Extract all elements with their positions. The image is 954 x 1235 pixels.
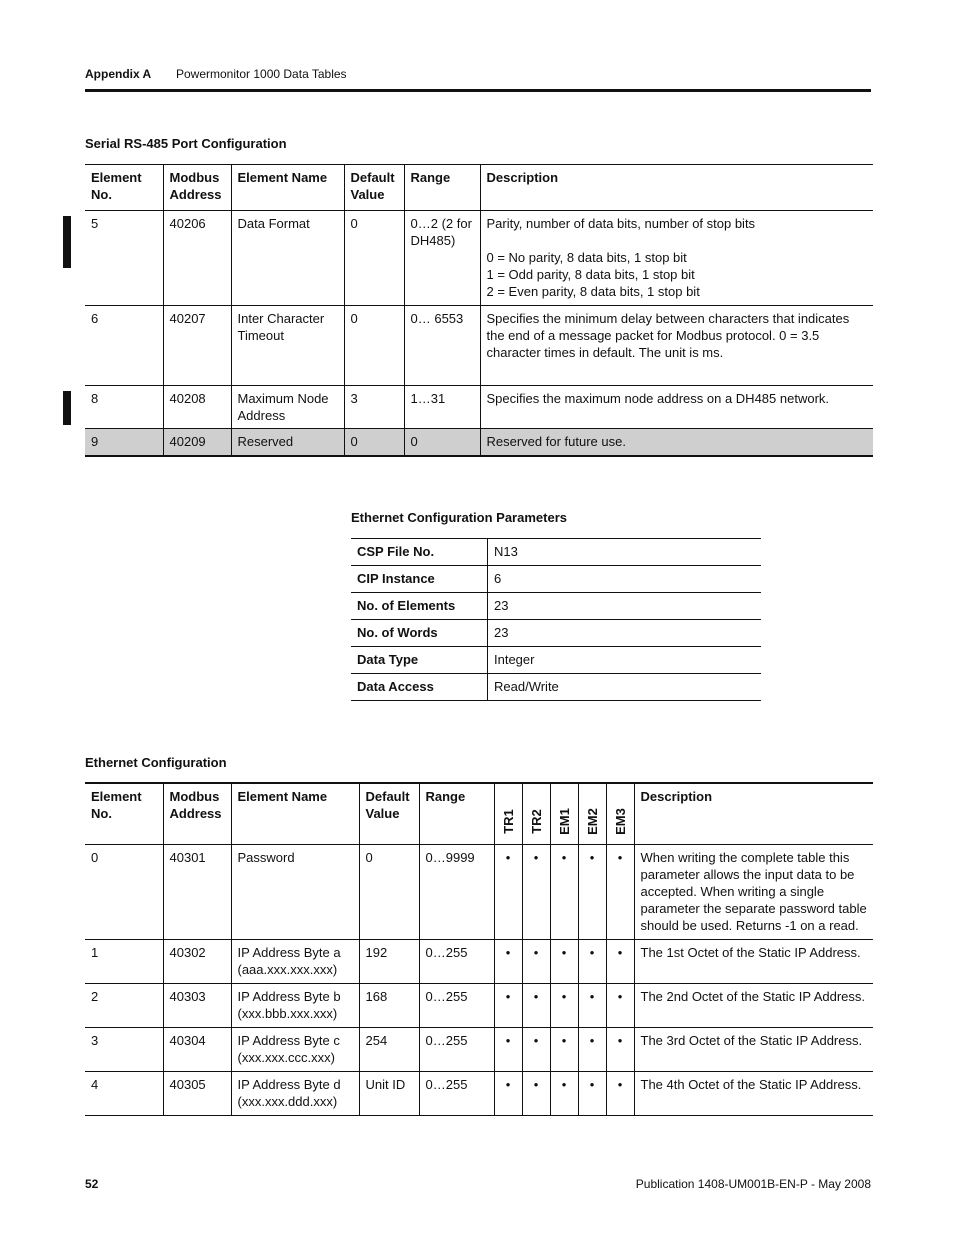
cell-element-name: IP Address Byte c (xxx.xxx.ccc.xxx) bbox=[231, 1028, 359, 1072]
eth-config-title: Ethernet Configuration bbox=[85, 755, 227, 770]
cell-range: 0…255 bbox=[419, 1072, 494, 1116]
cell-modbus-address: 40207 bbox=[163, 306, 231, 386]
column-header: Element No. bbox=[85, 783, 163, 845]
cell-default-value: 254 bbox=[359, 1028, 419, 1072]
param-key: No. of Elements bbox=[351, 593, 488, 620]
bullet-mark: • bbox=[578, 1028, 606, 1072]
table-row bbox=[85, 845, 873, 940]
column-header: Modbus Address bbox=[163, 783, 231, 845]
cell-element-no: 0 bbox=[85, 845, 163, 940]
cell-default-value: 192 bbox=[359, 940, 419, 984]
bullet-mark: • bbox=[606, 845, 634, 940]
cell-default-value: 0 bbox=[344, 429, 404, 456]
bullet-mark: • bbox=[494, 1028, 522, 1072]
table-row bbox=[85, 211, 873, 306]
table-row bbox=[351, 539, 761, 566]
column-header: Description bbox=[480, 165, 873, 211]
table-row bbox=[85, 306, 873, 386]
bullet-mark: • bbox=[522, 984, 550, 1028]
param-value: 6 bbox=[488, 566, 762, 593]
rotated-header-label: EM1 bbox=[556, 808, 572, 835]
rotated-header-label: EM2 bbox=[584, 808, 600, 835]
bullet-mark: • bbox=[606, 1028, 634, 1072]
column-header: Range bbox=[419, 783, 494, 845]
param-value: 23 bbox=[488, 593, 762, 620]
cell-element-no: 8 bbox=[85, 386, 163, 429]
cell-description: Specifies the minimum delay between characters that indicates the end of a message packet for Modbus protocol. 0 = 3.5 character times in default. The unit is ms. bbox=[480, 306, 873, 386]
column-header-em1 bbox=[550, 783, 578, 845]
cell-element-no: 2 bbox=[85, 984, 163, 1028]
bullet-mark: • bbox=[578, 845, 606, 940]
table-row bbox=[85, 984, 873, 1028]
param-key: Data Type bbox=[351, 647, 488, 674]
cell-element-name: IP Address Byte a (aaa.xxx.xxx.xxx) bbox=[231, 940, 359, 984]
table-row bbox=[351, 566, 761, 593]
cell-default-value: 168 bbox=[359, 984, 419, 1028]
description-spacer bbox=[487, 232, 868, 249]
bullet-mark: • bbox=[578, 1072, 606, 1116]
cell-element-name: Inter Character Timeout bbox=[231, 306, 344, 386]
param-key: No. of Words bbox=[351, 620, 488, 647]
description-line: 1 = Odd parity, 8 data bits, 1 stop bit bbox=[486, 267, 695, 282]
cell-default-value: 0 bbox=[344, 306, 404, 386]
bullet-mark: • bbox=[550, 845, 578, 940]
cell-element-name: IP Address Byte b (xxx.bbb.xxx.xxx) bbox=[231, 984, 359, 1028]
header-title: Powermonitor 1000 Data Tables bbox=[176, 67, 347, 81]
param-key: CSP File No. bbox=[351, 539, 488, 566]
column-header-em3 bbox=[606, 783, 634, 845]
cell-modbus-address: 40301 bbox=[163, 845, 231, 940]
cell-modbus-address: 40304 bbox=[163, 1028, 231, 1072]
table-row bbox=[351, 674, 761, 701]
bullet-mark: • bbox=[550, 1028, 578, 1072]
column-header: Range bbox=[404, 165, 480, 211]
cell-range: 0…255 bbox=[419, 1028, 494, 1072]
rotated-header-label: TR1 bbox=[500, 809, 516, 834]
bullet-mark: • bbox=[550, 984, 578, 1028]
eth-params-title: Ethernet Configuration Parameters bbox=[351, 510, 567, 525]
cell-element-no: 6 bbox=[85, 306, 163, 386]
cell-default-value: 0 bbox=[359, 845, 419, 940]
column-header-em2 bbox=[578, 783, 606, 845]
table-row bbox=[85, 1028, 873, 1072]
cell-range: 0…2 (2 for DH485) bbox=[404, 211, 480, 306]
column-header-tr2 bbox=[522, 783, 550, 845]
header-rule bbox=[85, 89, 871, 92]
bullet-mark: • bbox=[494, 940, 522, 984]
cell-default-value: 0 bbox=[344, 211, 404, 306]
bullet-mark: • bbox=[606, 1072, 634, 1116]
bullet-mark: • bbox=[522, 940, 550, 984]
cell-element-name: Maximum Node Address bbox=[231, 386, 344, 429]
cell-modbus-address: 40302 bbox=[163, 940, 231, 984]
cell-element-name: Password bbox=[231, 845, 359, 940]
cell-element-no: 1 bbox=[85, 940, 163, 984]
cell-modbus-address: 40303 bbox=[163, 984, 231, 1028]
change-bar bbox=[63, 216, 71, 268]
serial-table-title: Serial RS-485 Port Configuration bbox=[85, 136, 287, 151]
cell-element-no: 3 bbox=[85, 1028, 163, 1072]
bullet-mark: • bbox=[494, 845, 522, 940]
column-header: Element No. bbox=[85, 165, 163, 211]
cell-description: The 4th Octet of the Static IP Address. bbox=[634, 1072, 873, 1116]
description-line: 2 = Even parity, 8 data bits, 1 stop bit bbox=[486, 284, 700, 299]
rotated-header-label: EM3 bbox=[612, 808, 628, 835]
cell-modbus-address: 40208 bbox=[163, 386, 231, 429]
table-row bbox=[351, 620, 761, 647]
bullet-mark: • bbox=[606, 940, 634, 984]
cell-description: When writing the complete table this parameter allows the input data to be accepted. When writing a single parameter the separate password table should be used. Returns -1 on a read. bbox=[634, 845, 873, 940]
cell-range: 0… 6553 bbox=[404, 306, 480, 386]
description-line: Parity, number of data bits, number of stop bits bbox=[486, 216, 756, 231]
serial-config-table bbox=[85, 164, 873, 457]
bullet-mark: • bbox=[606, 984, 634, 1028]
column-header: Element Name bbox=[231, 783, 359, 845]
cell-description: The 1st Octet of the Static IP Address. bbox=[634, 940, 873, 984]
bullet-mark: • bbox=[550, 1072, 578, 1116]
param-value: Read/Write bbox=[488, 674, 762, 701]
param-value: 23 bbox=[488, 620, 762, 647]
cell-description: Reserved for future use. bbox=[480, 429, 873, 456]
bullet-mark: • bbox=[494, 1072, 522, 1116]
table-row bbox=[351, 593, 761, 620]
bullet-mark: • bbox=[494, 984, 522, 1028]
param-key: CIP Instance bbox=[351, 566, 488, 593]
cell-description: Specifies the maximum node address on a DH485 network. bbox=[480, 386, 873, 429]
cell-modbus-address: 40206 bbox=[163, 211, 231, 306]
cell-range: 0…9999 bbox=[419, 845, 494, 940]
cell-element-name: Reserved bbox=[231, 429, 344, 456]
appendix-label: Appendix A bbox=[85, 67, 152, 81]
param-key: Data Access bbox=[351, 674, 488, 701]
cell-range: 0 bbox=[404, 429, 480, 456]
table-header-row bbox=[85, 783, 873, 845]
table-row bbox=[351, 647, 761, 674]
publication-info: Publication 1408-UM001B-EN-P - May 2008 bbox=[635, 1177, 871, 1191]
bullet-mark: • bbox=[578, 984, 606, 1028]
column-header: Element Name bbox=[231, 165, 344, 211]
column-header: Default Value bbox=[359, 783, 419, 845]
cell-description bbox=[480, 211, 873, 306]
column-header: Modbus Address bbox=[163, 165, 231, 211]
table-header-row bbox=[85, 165, 873, 211]
cell-default-value: 3 bbox=[344, 386, 404, 429]
description-line: 0 = No parity, 8 data bits, 1 stop bit bbox=[486, 250, 687, 265]
param-value: N13 bbox=[488, 539, 762, 566]
page-number: 52 bbox=[85, 1177, 99, 1191]
cell-element-no: 9 bbox=[85, 429, 163, 456]
table-row bbox=[85, 1072, 873, 1116]
eth-config-table bbox=[85, 782, 873, 1116]
cell-range: 1…31 bbox=[404, 386, 480, 429]
cell-element-name: IP Address Byte d (xxx.xxx.ddd.xxx) bbox=[231, 1072, 359, 1116]
cell-element-no: 5 bbox=[85, 211, 163, 306]
table-row bbox=[85, 940, 873, 984]
bullet-mark: • bbox=[550, 940, 578, 984]
bullet-mark: • bbox=[522, 1072, 550, 1116]
rotated-header-label: TR2 bbox=[528, 809, 544, 834]
column-header-tr1 bbox=[494, 783, 522, 845]
cell-description: The 3rd Octet of the Static IP Address. bbox=[634, 1028, 873, 1072]
column-header: Description bbox=[634, 783, 873, 845]
bullet-mark: • bbox=[522, 845, 550, 940]
cell-element-no: 4 bbox=[85, 1072, 163, 1116]
cell-range: 0…255 bbox=[419, 984, 494, 1028]
cell-default-value: Unit ID bbox=[359, 1072, 419, 1116]
cell-range: 0…255 bbox=[419, 940, 494, 984]
column-header: Default Value bbox=[344, 165, 404, 211]
cell-modbus-address: 40305 bbox=[163, 1072, 231, 1116]
bullet-mark: • bbox=[522, 1028, 550, 1072]
table-row bbox=[85, 386, 873, 429]
table-row bbox=[85, 429, 873, 456]
param-value: Integer bbox=[488, 647, 762, 674]
cell-description: The 2nd Octet of the Static IP Address. bbox=[634, 984, 873, 1028]
eth-params-table bbox=[351, 538, 761, 701]
cell-modbus-address: 40209 bbox=[163, 429, 231, 456]
change-bar bbox=[63, 391, 71, 425]
bullet-mark: • bbox=[578, 940, 606, 984]
cell-element-name: Data Format bbox=[231, 211, 344, 306]
